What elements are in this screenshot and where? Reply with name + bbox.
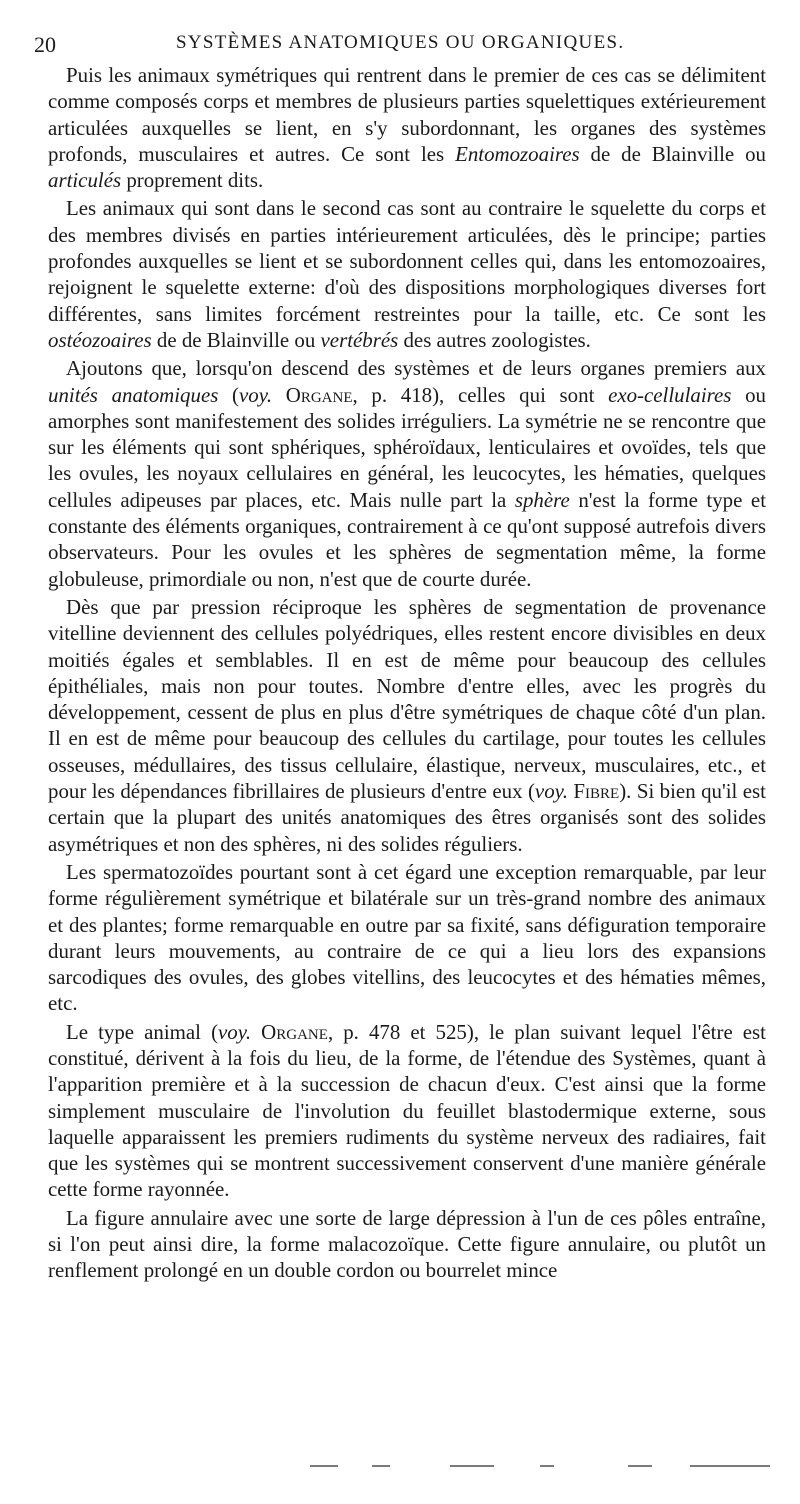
- italic-text: Entomozoaires: [455, 141, 580, 166]
- paragraph: [48, 355, 766, 592]
- text-run: [272, 383, 286, 407]
- small-caps-text: Organe: [261, 1019, 328, 1044]
- italic-text: unités anatomiques: [48, 382, 219, 407]
- italic-text: vertébrés: [320, 327, 399, 352]
- text-run: de de Blainville ou: [151, 327, 321, 352]
- text-run: n'est la forme type et constante des éléments organiques, contrairement à ce qu'ont supposé autrefois divers observateurs. Pour les ovules et les sphères de segmentation même, la forme globuleuse, primordiale ou non, n'est que de courte durée.: [48, 487, 767, 591]
- text-run: Puis les animaux symétriques qui rentrent dans le premier de ces cas se délimitent comme composés corps et membres de plusieurs parties squelettiques extérieurement articulées auxquelles se lient, en s'y subordonnant, les organes des systèmes profonds, musculaires et autres. Ce sont les: [48, 63, 766, 166]
- text-run: de de Blainville ou: [579, 141, 766, 166]
- page-number: 20: [34, 32, 56, 57]
- paragraph: [48, 594, 766, 857]
- text-run: Les spermatozoïdes pourtant sont à cet égard une exception remarquable, par leur forme régulièrement symétrique et bilatérale sur un très-grand nombre des animaux et des plantes; forme remarquable en outre par sa fixité, sans défiguration temporaire durant leurs mouvements, au contraire de ce qui a lieu lors des expansions sarcodiques des ovules, des globes vitellins, des leucocytes et des hématies mêmes, etc.: [48, 859, 766, 1016]
- text-run: des autres zoologistes.: [398, 327, 591, 352]
- text-run: ou amorphes sont manifestement des solides irréguliers. La symétrie ne se rencontre que sur les éléments qui sont sphériques, sphéroïdaux, lenticulaires et ovoïdes, tels que les ovules, les noyaux cellulaires en général, les leucocytes, les hématies, quelques cellules adipeuses par places, etc. Mais nulle part la: [48, 382, 766, 512]
- running-title: SYSTÈMES ANATOMIQUES OU ORGANIQUES.: [176, 32, 625, 53]
- italic-text: exo-cellulaires: [608, 382, 732, 407]
- italic-text: sphère: [514, 487, 570, 512]
- text-run: , p. 418), celles qui sont: [352, 382, 609, 407]
- italic-text: voy.: [218, 1019, 252, 1044]
- page-header: [34, 26, 766, 60]
- bleed-through-marks: [310, 1462, 770, 1470]
- paragraph: [48, 1019, 766, 1203]
- italic-text: ostéozoaires: [48, 327, 152, 352]
- text-run: Le type animal (: [66, 1019, 219, 1044]
- paragraph: [48, 859, 766, 1017]
- body-text: [48, 62, 766, 1284]
- text-run: Dès que par pression réciproque les sphères de segmentation de provenance vitelline deviennent des cellules polyédriques, elles restent encore divisibles en deux moitiés égales et semblables. Il en est de même pour beaucoup des cellules épithéliales, mais non pour toutes. Nombre d'entre elles, avec les progrès du développement, cessent de plus en plus d'être symétriques de chaque côté d'un plan. Il en est de même pour beaucoup des cellules du cartilage, pour toutes les cellules osseuses, médullaires, des tissus cellulaire, élastique, nerveux, musculaires, etc., et pour les dépendances fibrillaires de plusieurs d'entre eux (: [48, 594, 766, 804]
- text-run: Les animaux qui sont dans le second cas sont au contraire le squelette du corps et des membres divisés en parties intérieurement articulées, dès le principe; parties profondes auxquelles se lient et se subordonnent celles qui, dans les entomozoaires, rejoignent le squelette externe: d'où des dispositions morphologiques diverses fort différentes, sans limites forcément restreintes pour la taille, etc. Ce sont les: [48, 196, 766, 326]
- small-caps-text: Organe: [285, 382, 353, 407]
- text-run: La figure annulaire avec une sorte de large dépression à l'un de ces pôles entraîne, si l'on peut ainsi dire, la forme malacozoïque. Cette figure annulaire, ou plutôt un renflement prolongé en un double cordon ou bourrelet mince: [48, 1205, 766, 1283]
- paragraph: [48, 195, 766, 353]
- text-run: Ajoutons que, lorsqu'on descend des systèmes et de leurs organes premiers aux: [66, 356, 766, 381]
- paragraph: [48, 1205, 766, 1284]
- italic-text: voy.: [534, 779, 568, 804]
- paragraph: [48, 62, 766, 193]
- text-run: , p. 478 et 525), le plan suivant lequel l'être est constitué, dérivent à la fois du lieu, de la forme, de l'étendue des Systèmes, quant à l'apparition première et à la succession de chacun d'eux. C'est ainsi que la forme simplement musculaire de l'involution du feuillet blastodermique externe, sous laquelle apparaissent les premiers rudiments du système nerveux des radiaires, fait que les systèmes qui se montrent successivement conservent d'une manière générale cette forme rayonnée.: [48, 1019, 766, 1202]
- text-run: [251, 1020, 261, 1044]
- italic-text: articulés: [48, 168, 122, 193]
- text-run: (: [218, 382, 239, 407]
- italic-text: voy.: [239, 382, 273, 407]
- text-run: proprement dits.: [121, 168, 264, 193]
- small-caps-text: Fibre: [573, 779, 620, 804]
- text-run: ). Si bien qu'il est certain que la plupart des unités anatomiques des êtres organisés sont des solides asymétriques et non des sphères, ni des solides réguliers.: [48, 779, 766, 856]
